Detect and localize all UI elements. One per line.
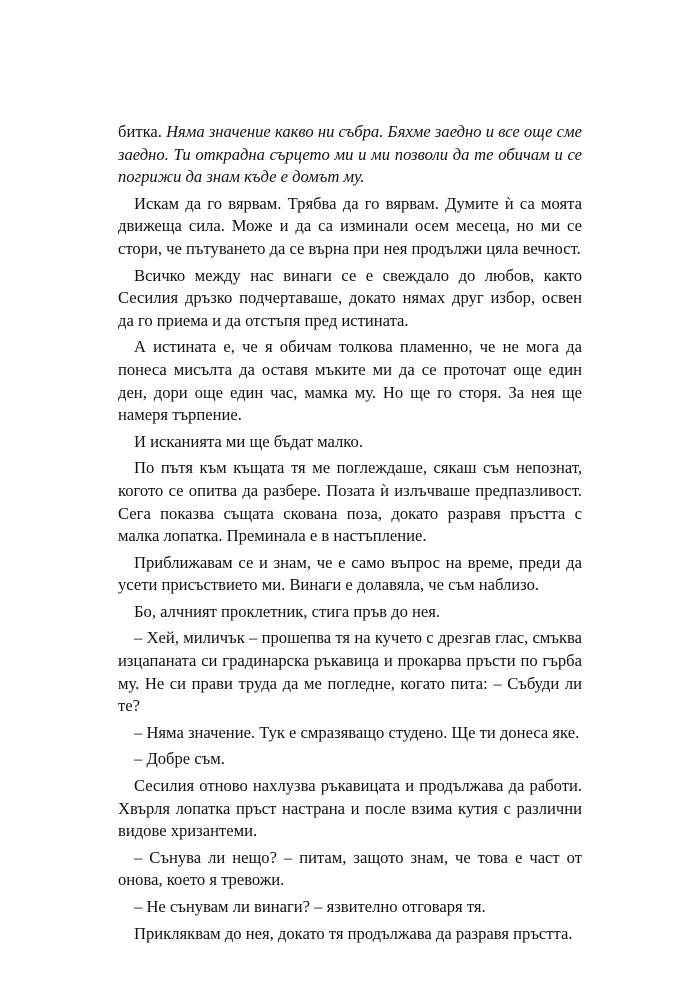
paragraph-5: И исканията ми ще бъдат малко. [134, 431, 363, 451]
paragraph-12: Сесилия отново нахлузва ръкавицата и продължава да работи. Хвърля лопатка пръст настрана и после взима кутия с различни видове хризантеми. [118, 776, 582, 841]
paragraph-9: – Хей, миличък – прошепва тя на кучето с дрезгав глас, смъква изцапаната си градинарска ръкавица и прокарва пръсти по гърба му. Не си прави труда да ме погледне, когато пита: – Събуди ли те? [118, 628, 582, 716]
paragraph-15: Прикляквам до нея, докато тя продължава да разравя пръстта. [134, 923, 573, 943]
paragraph-3: Всичко между нас винаги се е свеждало до любов, както Сесилия дръзко подчертаваше, докато нямах друг избор, освен да го приема и да отстъпя пред истината. [118, 265, 582, 330]
paragraph-1 [118, 121, 582, 189]
italic-thought: Няма значение какво ни събра. Бяхме заедно и все още сме заедно. Ти открадна сърцето ми и ми позволи да те обичам и се погрижи да знам къде е домът му. [118, 122, 582, 187]
paragraph-text: битка. [118, 122, 167, 141]
paragraph-11: – Добре съм. [134, 749, 225, 769]
paragraph-10: – Няма значение. Тук е смразяващо студено. Ще ти донеса яке. [134, 722, 580, 742]
paragraph-2: Искам да го вярвам. Трябва да го вярвам. Думите ѝ са моята движеща сила. Може и да са изминали осем месеца, но ми се стори, че пътуването да се върна при нея продължи цяла вечност. [118, 193, 582, 258]
paragraph-6: По пътя към къщата тя ме поглеждаше, сякаш съм непознат, когото се опитва да разбере. Позата ѝ излъчваше предпазливост. Сега показва същата скована поза, докато разравя пръстта с малка лопатка. Преминала е в настъпление. [118, 458, 582, 546]
paragraph-4: А истината е, че я обичам толкова пламенно, че не мога да понеса мисълта да оставя мъките ми да се проточат още един ден, дори още един час, мамка му. Но ще го сторя. За нея ще намеря търпение. [118, 337, 582, 425]
paragraph-8: Бо, алчният проклетник, стига пръв до нея. [134, 601, 441, 621]
paragraph-13: – Сънува ли нещо? – питам, защото знам, че това е част от онова, което я тревожи. [118, 847, 582, 890]
paragraph-7: Приближавам се и знам, че е само въпрос на време, преди да усети присъствието ми. Винаги е долавяла, че съм наблизо. [118, 552, 582, 595]
paragraph-14: – Не сънувам ли винаги? – язвително отговаря тя. [134, 897, 486, 916]
page-body [118, 121, 582, 945]
